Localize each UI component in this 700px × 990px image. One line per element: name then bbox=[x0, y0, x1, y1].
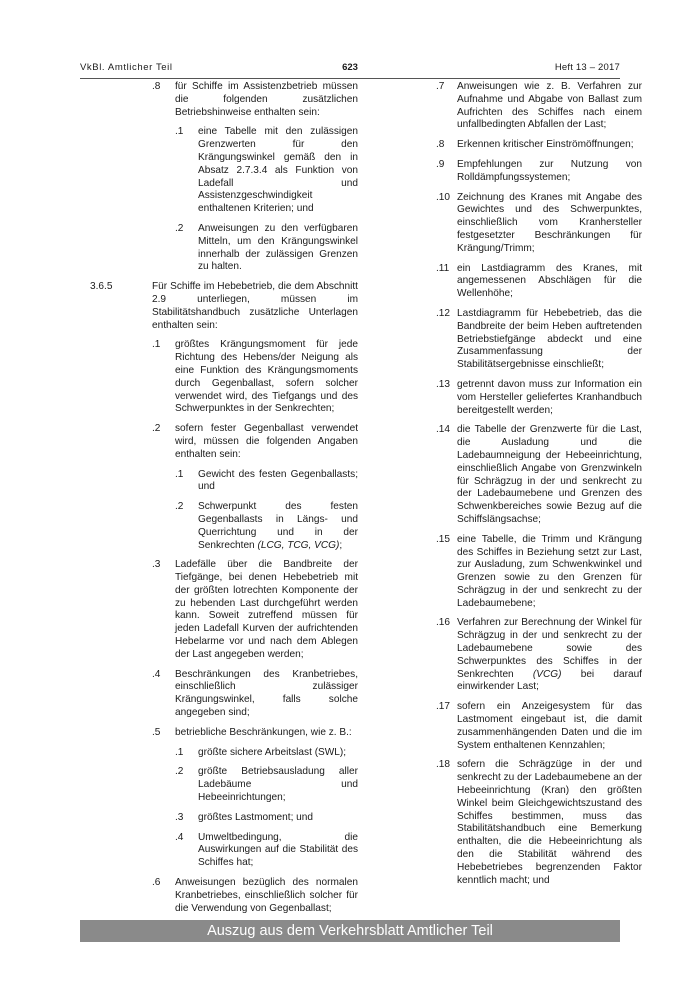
item-number: 3.6.5 bbox=[90, 281, 113, 293]
item-number: .15 bbox=[436, 533, 451, 545]
journal-title: VkBl. Amtlicher Teil bbox=[80, 62, 173, 73]
item-number: .6 bbox=[152, 877, 161, 889]
list-item-l2-2 bbox=[90, 501, 358, 552]
item-number: .4 bbox=[152, 668, 161, 680]
item-text: größte sichere Arbeitslast (SWL); bbox=[198, 746, 347, 758]
item-number: .2 bbox=[152, 423, 161, 435]
item-text: Verfahren zur Berechnung der Winkel für Schrägzug in der und senkrecht zu der Ladebaumebene sowie des Schwerpunktes des Schiffes in der Senkrechten (VCG) bei darauf einwirkender Last; bbox=[457, 617, 642, 693]
item-text: sofern fester Gegenballast verwendet wird, müssen die folgenden Angaben enthalten sein: bbox=[175, 423, 358, 460]
item-text: Für Schiffe im Hebebetrieb, die dem Abschnitt 2.9 unterliegen, müssen im Stabilitätshandbuch zusätzliche Unterlagen enthalten sein: bbox=[152, 281, 358, 331]
list-item-r7 bbox=[436, 81, 642, 132]
item-number: .18 bbox=[436, 759, 451, 771]
item-number: .14 bbox=[436, 424, 451, 436]
list-item-l8-1 bbox=[90, 126, 358, 216]
item-number: .3 bbox=[152, 559, 161, 571]
item-text: Erkennen kritischer Einströmöffnungen; bbox=[457, 139, 634, 151]
item-number: .2 bbox=[175, 766, 184, 778]
list-item-r12 bbox=[436, 308, 642, 372]
list-item-r9 bbox=[436, 159, 642, 185]
list-item-l365 bbox=[90, 281, 358, 332]
list-item-l1 bbox=[90, 339, 358, 416]
list-item-r13 bbox=[436, 379, 642, 417]
list-item-l5 bbox=[90, 727, 358, 740]
item-text: Schwerpunkt des festen Gegenballasts in Längs- und Querrichtung und in der Senkrechten (LCG, TCG, VCG); bbox=[198, 501, 358, 551]
item-text: ein Lastdiagramm des Kranes, mit angemessenen Abschlägen für die Wellenhöhe; bbox=[457, 262, 642, 300]
item-text: Ladefälle über die Bandbreite der Tiefgänge, bei denen Hebebetrieb mit der größten lotrechten Komponente der zu hebenden Last durchgeführt werden kann. Soweit zutreffend müssen für jeden Ladefall Kurven der aufrichtenden Hebelarme vor und nach dem Ablegen der Last angegeben werden; bbox=[175, 559, 358, 660]
item-text: die Tabelle der Grenzwerte für die Last, die Ausladung und die Ladebaumneigung der Hebeeinrichtung, einschließlich Angabe von Grenzwinkeln für Schrägzug in der und senkrecht zu der Ladebaumebene und Grenzen des Schwenkbereiches sowie Bezug auf die Schiffslängsachse; bbox=[457, 424, 642, 525]
item-text: größte Betriebsausladung aller Ladebäume und Hebeeinrichtungen; bbox=[198, 766, 358, 804]
item-text: für Schiffe im Assistenzbetrieb müssen die folgenden zusätzlichen Betriebshinweise enthalten sein: bbox=[175, 81, 358, 118]
list-item-r18 bbox=[436, 759, 642, 887]
list-item-l5-1 bbox=[90, 747, 358, 760]
item-number: .17 bbox=[436, 701, 451, 713]
item-text: Anweisungen zu den verfügbaren Mitteln, um den Krängungswinkel innerhalb der zulässigen Grenzen zu halten. bbox=[198, 222, 358, 273]
item-number: .3 bbox=[175, 811, 184, 823]
item-number: .1 bbox=[175, 468, 184, 480]
list-item-l2-1 bbox=[90, 469, 358, 495]
item-text-italic: (LCG, TCG, VCG) bbox=[257, 539, 340, 551]
item-number: .8 bbox=[152, 81, 161, 92]
item-text: Zeichnung des Kranes mit Angabe des Gewichtes und des Schwerpunktes, einschließlich vom Kranhersteller festgesetzter Beschränkungen für Krängung/Trimm; bbox=[457, 191, 642, 254]
list-item-l5-2 bbox=[90, 766, 358, 804]
item-text: Umweltbedingung, die Auswirkungen auf die Stabilität des Schiffes hat; bbox=[198, 831, 358, 869]
list-item-r10 bbox=[436, 192, 642, 256]
item-number: .1 bbox=[175, 746, 184, 758]
page-header bbox=[80, 60, 620, 79]
item-text: Anweisungen wie z. B. Verfahren zur Aufnahme und Abgabe von Ballast zum Aufrichten des Schiffes nach einem unfallbedingten Abfallen der Last; bbox=[457, 81, 642, 131]
item-text: eine Tabelle, die Trimm und Krängung des Schiffes in Beziehung setzt zur Last, zur Ausladung, zum Schwenkwinkel und Grenzen sowie zu den Grenzen für Schrägzug in der und senkrecht zu der Ladebaumebene; bbox=[457, 533, 642, 609]
item-number: .8 bbox=[436, 139, 445, 151]
item-number: .11 bbox=[436, 262, 450, 274]
list-item-r14 bbox=[436, 424, 642, 526]
item-text: getrennt davon muss zur Information ein vom Hersteller geliefertes Kranhandbuch bereitgestellt werden; bbox=[457, 378, 642, 416]
item-number: .9 bbox=[436, 158, 445, 170]
footer-text: Auszug aus dem Verkehrsblatt Amtlicher Teil bbox=[207, 923, 493, 939]
item-text-italic: (VCG) bbox=[532, 668, 562, 680]
item-text: Gewicht des festen Gegenballasts; und bbox=[198, 468, 358, 493]
list-item-l3 bbox=[90, 559, 358, 661]
right-column bbox=[436, 81, 642, 894]
list-item-l5-4 bbox=[90, 832, 358, 870]
item-text: Beschränkungen des Kranbetriebes, einschließlich zulässiger Krängungswinkel, falls solche angegeben sind; bbox=[175, 668, 358, 719]
list-item-l2 bbox=[90, 423, 358, 461]
item-number: .1 bbox=[175, 126, 184, 138]
item-number: .10 bbox=[436, 191, 451, 203]
list-item-l8-2 bbox=[90, 223, 358, 274]
list-item-r17 bbox=[436, 701, 642, 752]
list-item-r11 bbox=[436, 263, 642, 301]
list-item-l6 bbox=[90, 877, 358, 915]
list-item-l8 bbox=[90, 81, 358, 119]
item-text: Lastdiagramm für Hebebetrieb, das die Bandbreite der beim Heben auftretenden Betriebstiefgänge abdeckt und eine Zusammenfassung der Stabilitätsergebnisse einschließt; bbox=[457, 307, 642, 371]
item-number: .13 bbox=[436, 378, 451, 390]
left-column bbox=[90, 81, 358, 922]
item-number: .1 bbox=[152, 339, 161, 351]
item-text: größtes Lastmoment; und bbox=[198, 811, 314, 823]
item-number: .4 bbox=[175, 831, 184, 843]
item-number: .5 bbox=[152, 726, 161, 738]
item-number: .16 bbox=[436, 617, 451, 629]
item-text: Anweisungen bezüglich des normalen Kranbetriebes, einschließlich solcher für die Verwendung von Gegenballast; bbox=[175, 877, 358, 914]
item-text: Empfehlungen zur Nutzung von Rolldämpfungssystemen; bbox=[457, 158, 642, 183]
list-item-r16 bbox=[436, 617, 642, 694]
list-item-r15 bbox=[436, 534, 642, 611]
item-number: .2 bbox=[175, 501, 184, 513]
item-number: .12 bbox=[436, 307, 451, 319]
item-number: .2 bbox=[175, 222, 184, 234]
item-text: betriebliche Beschränkungen, wie z. B.: bbox=[175, 726, 352, 738]
item-text: sofern ein Anzeigesystem für das Lastmoment eingebaut ist, die damit zusammenhängenden Daten und die im System enthaltenen Kennzahlen; bbox=[457, 701, 642, 751]
issue-number: Heft 13 – 2017 bbox=[554, 62, 620, 73]
item-number: .7 bbox=[436, 81, 445, 92]
page-number: 623 bbox=[342, 62, 358, 73]
page-footer bbox=[80, 920, 620, 942]
item-text: größtes Krängungsmoment für jede Richtung des Hebens/der Neigung als eine Funktion des Krängungsmoments durch Gegenballast, sofern solcher verwendet wird, des Tiefgangs und des Schwerpunktes in der Senkrechten; bbox=[175, 339, 358, 415]
list-item-l5-3 bbox=[90, 812, 358, 825]
list-item-r8 bbox=[436, 139, 642, 152]
list-item-l4 bbox=[90, 669, 358, 720]
item-text: sofern die Schrägzüge in der und senkrecht zu der Ladebaumebene an der Hebeeinrichtung (Kran) den größten Winkel beim Gleichgewichtszustand des Schiffes bestimmen, muss das Stabilitätshandbuch eine Bemerkung enthalten, die die Hebeeinrichtung als den die Stabilität während des Hebebetriebes begrenzenden Faktor kenntlich macht; und bbox=[457, 759, 642, 886]
item-text: eine Tabelle mit den zulässigen Grenzwerten für den Krängungswinkel gemäß den in Absatz 2.7.3.4 als Funktion von Ladefall und Assistenzgeschwindigkeit enthaltenen Kriterien; und bbox=[198, 126, 358, 215]
